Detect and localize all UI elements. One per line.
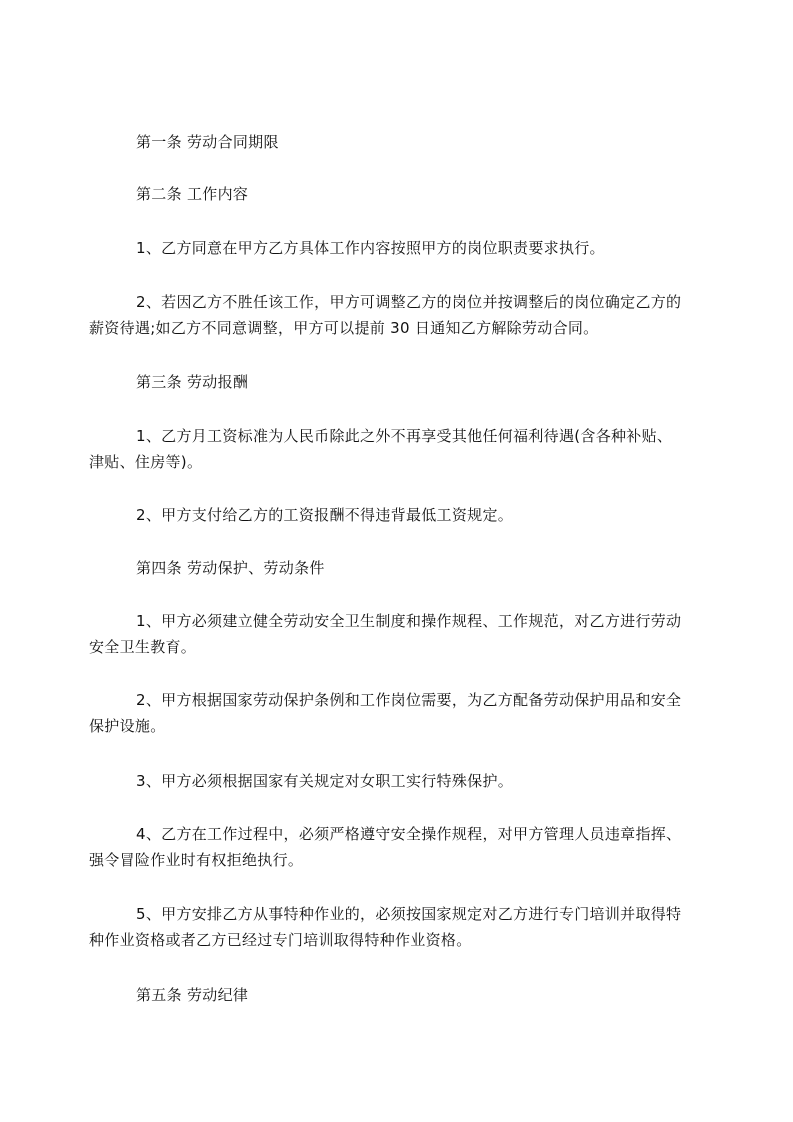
- article-3-item-1-line-1: 1、乙方月工资标准为人民币除此之外不再享受其他任何福利待遇(含各种补贴、: [136, 427, 673, 445]
- article-4-item-1-line-1: 1、甲方必须建立健全劳动安全卫生制度和操作规程、工作规范，对乙方进行劳动: [136, 612, 682, 630]
- article-4-item-3: 3、甲方必须根据国家有关规定对女职工实行特殊保护。: [136, 772, 514, 790]
- article-5-heading: 第五条 劳动纪律: [136, 986, 249, 1004]
- article-4-item-4-line-2: 强令冒险作业时有权拒绝执行。: [89, 851, 304, 869]
- article-4-heading: 第四条 劳动保护、劳动条件: [136, 559, 325, 577]
- article-4-item-2-line-2: 保护设施。: [89, 717, 166, 735]
- article-4-item-5-line-2: 种作业资格或者乙方已经过专门培训取得特种作业资格。: [89, 931, 472, 949]
- article-3-item-1-line-2: 津贴、住房等)。: [89, 453, 203, 471]
- article-4-item-4-line-1: 4、乙方在工作过程中，必须严格遵守安全操作规程，对甲方管理人员违章指挥、: [136, 825, 682, 843]
- article-2-item-1: 1、乙方同意在甲方乙方具体工作内容按照甲方的岗位职责要求执行。: [136, 239, 605, 257]
- article-4-item-1-line-2: 安全卫生教育。: [89, 638, 197, 656]
- article-2-item-2-line-2: 薪资待遇;如乙方不同意调整，甲方可以提前 30 日通知乙方解除劳动合同。: [89, 319, 599, 337]
- article-3-item-2: 2、甲方支付给乙方的工资报酬不得违背最低工资规定。: [136, 506, 514, 524]
- article-4-item-5-line-1: 5、甲方安排乙方从事特种作业的，必须按国家规定对乙方进行专门培训并取得特: [136, 905, 682, 923]
- article-3-heading: 第三条 劳动报酬: [136, 373, 249, 391]
- article-4-item-2-line-1: 2、甲方根据国家劳动保护条例和工作岗位需要，为乙方配备劳动保护用品和安全: [136, 691, 682, 709]
- article-2-heading: 第二条 工作内容: [136, 185, 249, 203]
- article-1-heading: 第一条 劳动合同期限: [136, 133, 279, 151]
- article-2-item-2-line-1: 2、若因乙方不胜任该工作，甲方可调整乙方的岗位并按调整后的岗位确定乙方的: [136, 293, 682, 311]
